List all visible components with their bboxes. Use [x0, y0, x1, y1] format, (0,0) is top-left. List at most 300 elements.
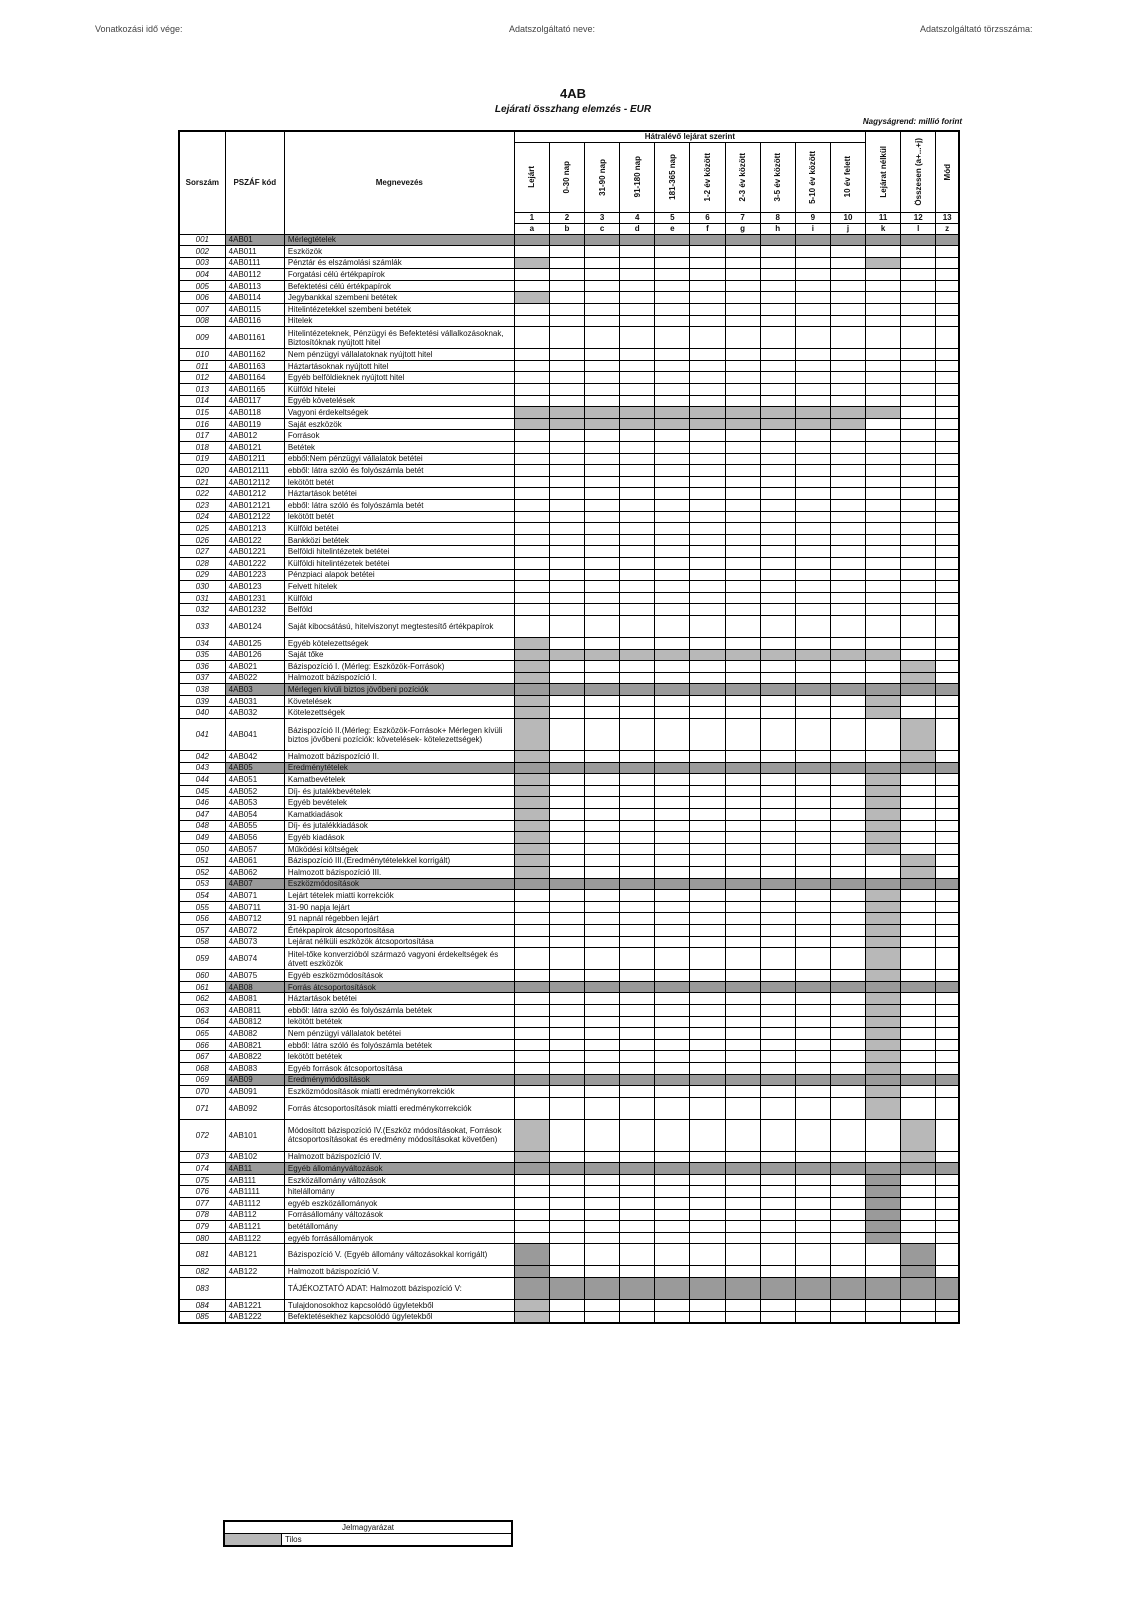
- value-cell[interactable]: [655, 499, 690, 511]
- value-cell[interactable]: [725, 511, 760, 523]
- value-cell[interactable]: [725, 1074, 760, 1086]
- value-cell[interactable]: [901, 684, 936, 696]
- value-cell[interactable]: [620, 762, 655, 774]
- value-cell[interactable]: [655, 809, 690, 821]
- value-cell[interactable]: [620, 476, 655, 488]
- value-cell[interactable]: [795, 418, 830, 430]
- value-cell[interactable]: [725, 1174, 760, 1186]
- value-cell[interactable]: [585, 672, 620, 684]
- value-cell[interactable]: [620, 269, 655, 281]
- value-cell[interactable]: [514, 442, 549, 454]
- value-cell[interactable]: [725, 1039, 760, 1051]
- value-cell[interactable]: [936, 511, 959, 523]
- value-cell[interactable]: [866, 511, 901, 523]
- value-cell[interactable]: [901, 1016, 936, 1028]
- value-cell[interactable]: [795, 661, 830, 673]
- value-cell[interactable]: [866, 719, 901, 751]
- value-cell[interactable]: [866, 304, 901, 316]
- value-cell[interactable]: [690, 774, 725, 786]
- value-cell[interactable]: [585, 695, 620, 707]
- value-cell[interactable]: [795, 304, 830, 316]
- value-cell[interactable]: [549, 442, 584, 454]
- value-cell[interactable]: [620, 327, 655, 349]
- value-cell[interactable]: [514, 534, 549, 546]
- value-cell[interactable]: [514, 970, 549, 982]
- value-cell[interactable]: [620, 832, 655, 844]
- value-cell[interactable]: [901, 936, 936, 948]
- value-cell[interactable]: [585, 349, 620, 361]
- value-cell[interactable]: [795, 1232, 830, 1244]
- value-cell[interactable]: [795, 511, 830, 523]
- value-cell[interactable]: [866, 1311, 901, 1323]
- value-cell[interactable]: [936, 234, 959, 246]
- value-cell[interactable]: [830, 924, 865, 936]
- value-cell[interactable]: [514, 785, 549, 797]
- value-cell[interactable]: [725, 592, 760, 604]
- value-cell[interactable]: [690, 615, 725, 637]
- value-cell[interactable]: [795, 280, 830, 292]
- value-cell[interactable]: [866, 1151, 901, 1163]
- value-cell[interactable]: [549, 672, 584, 684]
- value-cell[interactable]: [866, 809, 901, 821]
- value-cell[interactable]: [690, 315, 725, 327]
- value-cell[interactable]: [936, 546, 959, 558]
- value-cell[interactable]: [725, 257, 760, 269]
- value-cell[interactable]: [549, 395, 584, 407]
- value-cell[interactable]: [795, 762, 830, 774]
- value-cell[interactable]: [725, 1232, 760, 1244]
- value-cell[interactable]: [725, 1221, 760, 1233]
- value-cell[interactable]: [585, 1232, 620, 1244]
- value-cell[interactable]: [514, 1039, 549, 1051]
- value-cell[interactable]: [725, 936, 760, 948]
- value-cell[interactable]: [760, 304, 795, 316]
- value-cell[interactable]: [830, 797, 865, 809]
- value-cell[interactable]: [795, 384, 830, 396]
- value-cell[interactable]: [830, 604, 865, 616]
- value-cell[interactable]: [760, 569, 795, 581]
- value-cell[interactable]: [866, 246, 901, 258]
- value-cell[interactable]: [725, 1086, 760, 1098]
- value-cell[interactable]: [585, 476, 620, 488]
- value-cell[interactable]: [514, 1311, 549, 1323]
- value-cell[interactable]: [690, 1232, 725, 1244]
- value-cell[interactable]: [549, 257, 584, 269]
- value-cell[interactable]: [830, 488, 865, 500]
- value-cell[interactable]: [585, 809, 620, 821]
- value-cell[interactable]: [549, 407, 584, 419]
- value-cell[interactable]: [725, 1151, 760, 1163]
- value-cell[interactable]: [620, 684, 655, 696]
- value-cell[interactable]: [830, 695, 865, 707]
- value-cell[interactable]: [830, 1151, 865, 1163]
- value-cell[interactable]: [795, 774, 830, 786]
- value-cell[interactable]: [549, 372, 584, 384]
- value-cell[interactable]: [795, 453, 830, 465]
- value-cell[interactable]: [725, 1311, 760, 1323]
- value-cell[interactable]: [549, 1311, 584, 1323]
- value-cell[interactable]: [585, 523, 620, 535]
- value-cell[interactable]: [936, 948, 959, 970]
- value-cell[interactable]: [725, 557, 760, 569]
- value-cell[interactable]: [585, 1004, 620, 1016]
- value-cell[interactable]: [620, 1051, 655, 1063]
- value-cell[interactable]: [514, 304, 549, 316]
- value-cell[interactable]: [760, 1119, 795, 1151]
- value-cell[interactable]: [549, 970, 584, 982]
- value-cell[interactable]: [795, 820, 830, 832]
- value-cell[interactable]: [901, 395, 936, 407]
- value-cell[interactable]: [549, 280, 584, 292]
- value-cell[interactable]: [901, 1097, 936, 1119]
- value-cell[interactable]: [936, 890, 959, 902]
- value-cell[interactable]: [620, 534, 655, 546]
- value-cell[interactable]: [936, 672, 959, 684]
- value-cell[interactable]: [549, 843, 584, 855]
- value-cell[interactable]: [795, 581, 830, 593]
- value-cell[interactable]: [760, 1198, 795, 1210]
- value-cell[interactable]: [514, 1016, 549, 1028]
- value-cell[interactable]: [830, 246, 865, 258]
- value-cell[interactable]: [620, 315, 655, 327]
- value-cell[interactable]: [549, 936, 584, 948]
- value-cell[interactable]: [514, 315, 549, 327]
- value-cell[interactable]: [725, 1198, 760, 1210]
- value-cell[interactable]: [725, 901, 760, 913]
- value-cell[interactable]: [690, 1051, 725, 1063]
- value-cell[interactable]: [690, 751, 725, 763]
- value-cell[interactable]: [690, 1062, 725, 1074]
- value-cell[interactable]: [936, 936, 959, 948]
- value-cell[interactable]: [690, 719, 725, 751]
- value-cell[interactable]: [866, 843, 901, 855]
- value-cell[interactable]: [620, 234, 655, 246]
- value-cell[interactable]: [936, 257, 959, 269]
- value-cell[interactable]: [936, 1198, 959, 1210]
- value-cell[interactable]: [901, 327, 936, 349]
- value-cell[interactable]: [585, 1016, 620, 1028]
- value-cell[interactable]: [725, 1163, 760, 1175]
- value-cell[interactable]: [655, 719, 690, 751]
- value-cell[interactable]: [760, 901, 795, 913]
- value-cell[interactable]: [620, 546, 655, 558]
- value-cell[interactable]: [936, 843, 959, 855]
- value-cell[interactable]: [830, 762, 865, 774]
- value-cell[interactable]: [866, 1119, 901, 1151]
- value-cell[interactable]: [936, 1311, 959, 1323]
- value-cell[interactable]: [795, 1119, 830, 1151]
- value-cell[interactable]: [760, 407, 795, 419]
- value-cell[interactable]: [725, 661, 760, 673]
- value-cell[interactable]: [760, 280, 795, 292]
- value-cell[interactable]: [514, 948, 549, 970]
- value-cell[interactable]: [620, 349, 655, 361]
- value-cell[interactable]: [866, 832, 901, 844]
- value-cell[interactable]: [655, 774, 690, 786]
- value-cell[interactable]: [620, 936, 655, 948]
- value-cell[interactable]: [901, 855, 936, 867]
- value-cell[interactable]: [549, 649, 584, 661]
- value-cell[interactable]: [655, 523, 690, 535]
- value-cell[interactable]: [901, 418, 936, 430]
- value-cell[interactable]: [725, 981, 760, 993]
- value-cell[interactable]: [795, 465, 830, 477]
- value-cell[interactable]: [655, 684, 690, 696]
- value-cell[interactable]: [901, 820, 936, 832]
- value-cell[interactable]: [585, 1209, 620, 1221]
- value-cell[interactable]: [830, 546, 865, 558]
- value-cell[interactable]: [936, 534, 959, 546]
- value-cell[interactable]: [514, 1232, 549, 1244]
- value-cell[interactable]: [725, 970, 760, 982]
- value-cell[interactable]: [830, 327, 865, 349]
- value-cell[interactable]: [830, 936, 865, 948]
- value-cell[interactable]: [514, 1004, 549, 1016]
- value-cell[interactable]: [514, 1209, 549, 1221]
- value-cell[interactable]: [936, 695, 959, 707]
- value-cell[interactable]: [725, 488, 760, 500]
- value-cell[interactable]: [936, 832, 959, 844]
- value-cell[interactable]: [901, 1051, 936, 1063]
- value-cell[interactable]: [690, 843, 725, 855]
- value-cell[interactable]: [585, 327, 620, 349]
- value-cell[interactable]: [830, 257, 865, 269]
- value-cell[interactable]: [866, 1028, 901, 1040]
- value-cell[interactable]: [690, 557, 725, 569]
- value-cell[interactable]: [725, 832, 760, 844]
- value-cell[interactable]: [655, 1232, 690, 1244]
- value-cell[interactable]: [514, 604, 549, 616]
- value-cell[interactable]: [620, 430, 655, 442]
- value-cell[interactable]: [585, 280, 620, 292]
- value-cell[interactable]: [795, 407, 830, 419]
- value-cell[interactable]: [655, 970, 690, 982]
- value-cell[interactable]: [760, 523, 795, 535]
- value-cell[interactable]: [866, 981, 901, 993]
- value-cell[interactable]: [830, 523, 865, 535]
- value-cell[interactable]: [514, 1300, 549, 1312]
- value-cell[interactable]: [620, 867, 655, 879]
- value-cell[interactable]: [725, 569, 760, 581]
- value-cell[interactable]: [514, 1151, 549, 1163]
- value-cell[interactable]: [514, 234, 549, 246]
- value-cell[interactable]: [830, 511, 865, 523]
- value-cell[interactable]: [760, 315, 795, 327]
- value-cell[interactable]: [901, 797, 936, 809]
- value-cell[interactable]: [936, 993, 959, 1005]
- value-cell[interactable]: [936, 1119, 959, 1151]
- value-cell[interactable]: [655, 1086, 690, 1098]
- value-cell[interactable]: [585, 372, 620, 384]
- value-cell[interactable]: [620, 1266, 655, 1278]
- value-cell[interactable]: [514, 672, 549, 684]
- value-cell[interactable]: [830, 843, 865, 855]
- value-cell[interactable]: [795, 292, 830, 304]
- value-cell[interactable]: [549, 695, 584, 707]
- value-cell[interactable]: [830, 269, 865, 281]
- value-cell[interactable]: [866, 615, 901, 637]
- value-cell[interactable]: [866, 315, 901, 327]
- value-cell[interactable]: [655, 1174, 690, 1186]
- value-cell[interactable]: [795, 1062, 830, 1074]
- value-cell[interactable]: [655, 1062, 690, 1074]
- value-cell[interactable]: [901, 785, 936, 797]
- value-cell[interactable]: [620, 890, 655, 902]
- value-cell[interactable]: [901, 913, 936, 925]
- value-cell[interactable]: [901, 867, 936, 879]
- value-cell[interactable]: [901, 476, 936, 488]
- value-cell[interactable]: [760, 418, 795, 430]
- value-cell[interactable]: [690, 269, 725, 281]
- value-cell[interactable]: [655, 1244, 690, 1266]
- value-cell[interactable]: [936, 246, 959, 258]
- value-cell[interactable]: [725, 672, 760, 684]
- value-cell[interactable]: [866, 442, 901, 454]
- value-cell[interactable]: [620, 1004, 655, 1016]
- value-cell[interactable]: [585, 1051, 620, 1063]
- value-cell[interactable]: [725, 465, 760, 477]
- value-cell[interactable]: [795, 695, 830, 707]
- value-cell[interactable]: [549, 890, 584, 902]
- value-cell[interactable]: [936, 557, 959, 569]
- value-cell[interactable]: [866, 661, 901, 673]
- value-cell[interactable]: [690, 1198, 725, 1210]
- value-cell[interactable]: [585, 1311, 620, 1323]
- value-cell[interactable]: [549, 1266, 584, 1278]
- value-cell[interactable]: [936, 913, 959, 925]
- value-cell[interactable]: [585, 797, 620, 809]
- value-cell[interactable]: [620, 1278, 655, 1300]
- value-cell[interactable]: [795, 1028, 830, 1040]
- value-cell[interactable]: [549, 661, 584, 673]
- value-cell[interactable]: [514, 615, 549, 637]
- value-cell[interactable]: [760, 327, 795, 349]
- value-cell[interactable]: [690, 1209, 725, 1221]
- value-cell[interactable]: [585, 1151, 620, 1163]
- value-cell[interactable]: [830, 901, 865, 913]
- value-cell[interactable]: [725, 1028, 760, 1040]
- value-cell[interactable]: [655, 1163, 690, 1175]
- value-cell[interactable]: [585, 661, 620, 673]
- value-cell[interactable]: [936, 430, 959, 442]
- value-cell[interactable]: [725, 1016, 760, 1028]
- value-cell[interactable]: [655, 936, 690, 948]
- value-cell[interactable]: [549, 1151, 584, 1163]
- value-cell[interactable]: [901, 488, 936, 500]
- value-cell[interactable]: [901, 637, 936, 649]
- value-cell[interactable]: [760, 546, 795, 558]
- value-cell[interactable]: [620, 280, 655, 292]
- value-cell[interactable]: [549, 785, 584, 797]
- value-cell[interactable]: [866, 762, 901, 774]
- value-cell[interactable]: [620, 661, 655, 673]
- value-cell[interactable]: [620, 395, 655, 407]
- value-cell[interactable]: [514, 707, 549, 719]
- value-cell[interactable]: [655, 901, 690, 913]
- value-cell[interactable]: [725, 442, 760, 454]
- value-cell[interactable]: [760, 1311, 795, 1323]
- value-cell[interactable]: [585, 234, 620, 246]
- value-cell[interactable]: [620, 993, 655, 1005]
- value-cell[interactable]: [830, 981, 865, 993]
- value-cell[interactable]: [795, 557, 830, 569]
- value-cell[interactable]: [690, 1074, 725, 1086]
- value-cell[interactable]: [936, 280, 959, 292]
- value-cell[interactable]: [866, 1278, 901, 1300]
- value-cell[interactable]: [760, 948, 795, 970]
- value-cell[interactable]: [795, 913, 830, 925]
- value-cell[interactable]: [760, 970, 795, 982]
- value-cell[interactable]: [901, 774, 936, 786]
- value-cell[interactable]: [620, 1151, 655, 1163]
- value-cell[interactable]: [936, 878, 959, 890]
- value-cell[interactable]: [866, 327, 901, 349]
- value-cell[interactable]: [936, 292, 959, 304]
- value-cell[interactable]: [620, 581, 655, 593]
- value-cell[interactable]: [514, 430, 549, 442]
- value-cell[interactable]: [655, 672, 690, 684]
- value-cell[interactable]: [936, 488, 959, 500]
- value-cell[interactable]: [690, 1004, 725, 1016]
- value-cell[interactable]: [514, 1062, 549, 1074]
- value-cell[interactable]: [549, 615, 584, 637]
- value-cell[interactable]: [725, 292, 760, 304]
- value-cell[interactable]: [936, 1163, 959, 1175]
- value-cell[interactable]: [830, 1062, 865, 1074]
- value-cell[interactable]: [655, 878, 690, 890]
- value-cell[interactable]: [830, 1232, 865, 1244]
- value-cell[interactable]: [585, 1266, 620, 1278]
- value-cell[interactable]: [760, 785, 795, 797]
- value-cell[interactable]: [725, 246, 760, 258]
- value-cell[interactable]: [620, 751, 655, 763]
- value-cell[interactable]: [690, 523, 725, 535]
- value-cell[interactable]: [760, 615, 795, 637]
- value-cell[interactable]: [936, 315, 959, 327]
- value-cell[interactable]: [760, 592, 795, 604]
- value-cell[interactable]: [585, 1119, 620, 1151]
- value-cell[interactable]: [655, 292, 690, 304]
- value-cell[interactable]: [830, 661, 865, 673]
- value-cell[interactable]: [725, 604, 760, 616]
- value-cell[interactable]: [725, 499, 760, 511]
- value-cell[interactable]: [514, 257, 549, 269]
- value-cell[interactable]: [866, 1209, 901, 1221]
- value-cell[interactable]: [795, 372, 830, 384]
- value-cell[interactable]: [795, 1278, 830, 1300]
- value-cell[interactable]: [620, 924, 655, 936]
- value-cell[interactable]: [585, 820, 620, 832]
- value-cell[interactable]: [866, 993, 901, 1005]
- value-cell[interactable]: [725, 615, 760, 637]
- value-cell[interactable]: [620, 592, 655, 604]
- value-cell[interactable]: [901, 546, 936, 558]
- value-cell[interactable]: [901, 809, 936, 821]
- value-cell[interactable]: [620, 418, 655, 430]
- value-cell[interactable]: [760, 672, 795, 684]
- value-cell[interactable]: [514, 523, 549, 535]
- value-cell[interactable]: [549, 327, 584, 349]
- value-cell[interactable]: [830, 993, 865, 1005]
- value-cell[interactable]: [830, 1300, 865, 1312]
- value-cell[interactable]: [690, 684, 725, 696]
- value-cell[interactable]: [620, 1244, 655, 1266]
- value-cell[interactable]: [690, 407, 725, 419]
- value-cell[interactable]: [725, 797, 760, 809]
- value-cell[interactable]: [936, 762, 959, 774]
- value-cell[interactable]: [760, 1278, 795, 1300]
- value-cell[interactable]: [690, 1151, 725, 1163]
